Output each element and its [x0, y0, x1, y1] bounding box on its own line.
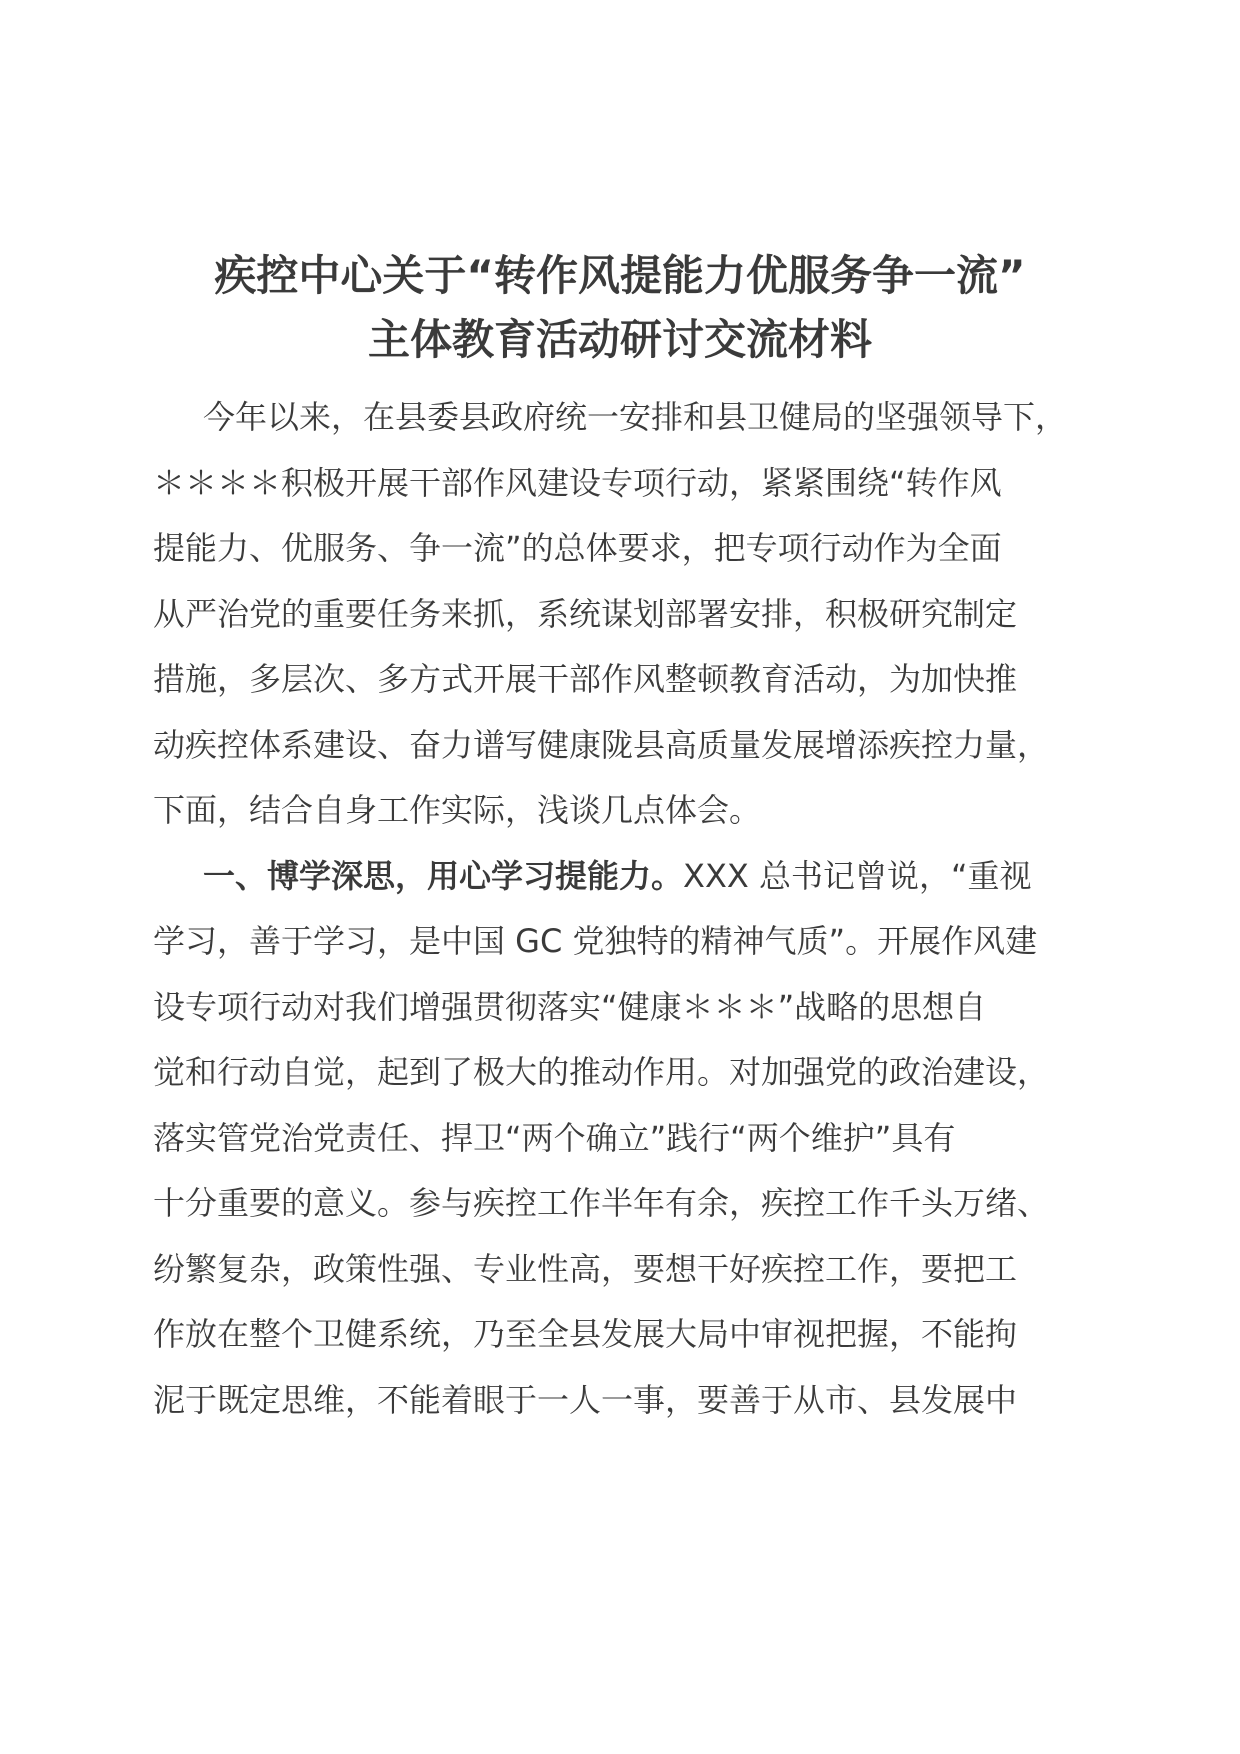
text-line: 纷繁复杂，政策性强、专业性高，要想干好疾控工作，要把工 — [153, 1249, 1018, 1288]
text-line: 十分重要的意义。参与疾控工作半年有余，疾控工作千头万绪、 — [153, 1184, 1050, 1222]
text-line — [153, 844, 1093, 910]
title-line-2: 主体教育活动研讨交流材料 — [367, 315, 872, 364]
text-line: 动疾控体系建设、奋力谱写健康陇县高质量发展增添疾控力量， — [153, 725, 1050, 764]
text-line: 作放在整个卫健系统，乃至全县发展大局中审视把握，不能拘 — [153, 1315, 1018, 1353]
text-line: 下面，结合自身工作实际，浅谈几点体会。 — [153, 791, 762, 829]
text-line: 落实管党治党责任、捍卫“两个确立”践行“两个维护”具有 — [153, 1118, 956, 1157]
title-line-1: 疾控中心关于“转作风提能力优服务争一流” — [214, 251, 1026, 300]
section-heading-rest: XXX 总书记曾说，“重视 — [683, 856, 1032, 895]
text-line: 泥于既定思维，不能着眼于一人一事，要善于从市、县发展中 — [153, 1380, 1018, 1419]
paragraph-section-1 — [153, 844, 1093, 1434]
text-line: 措施，多层次、多方式开展干部作风整顿教育活动，为加快推 — [153, 660, 1018, 698]
text-line: 从严治党的重要任务来抓，系统谋划部署安排，积极研究制定 — [153, 594, 1018, 633]
document-body — [153, 385, 1093, 1433]
text-line: 觉和行动自觉，起到了极大的推动作用。对加强党的政治建设， — [153, 1053, 1050, 1091]
text-line: 设专项行动对我们增强贯彻落实“健康＊＊＊”战略的思想自 — [153, 987, 987, 1026]
text-line: ＊＊＊＊积极开展干部作风建设专项行动，紧紧围绕“转作风 — [153, 463, 1002, 502]
text-line: 提能力、优服务、争一流”的总体要求，把专项行动作为全面 — [153, 529, 1002, 567]
document-title — [130, 244, 1110, 372]
text-line: 今年以来，在县委县政府统一安排和县卫健局的坚强领导下， — [203, 398, 1068, 436]
paragraph-intro — [153, 385, 1093, 844]
text-line: 学习，善于学习，是中国 GC 党独特的精神气质”。开展作风建 — [153, 922, 1038, 960]
section-heading: 一、博学深思，用心学习提能力。 — [203, 856, 684, 895]
